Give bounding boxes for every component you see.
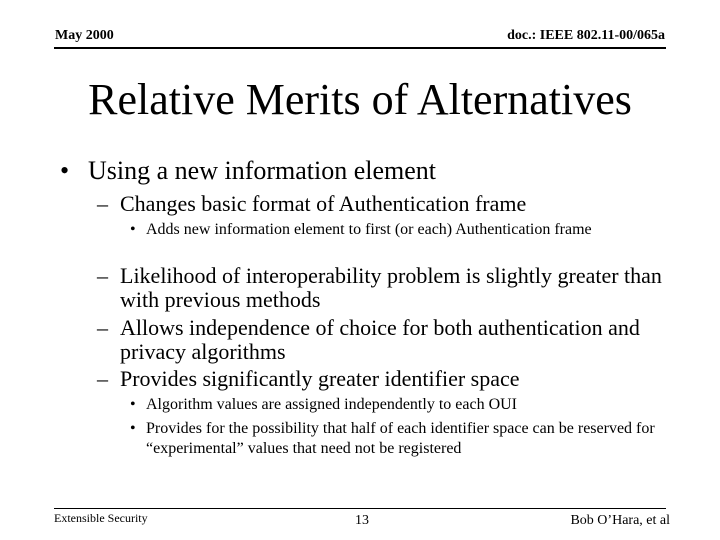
detail-bullet-algorithm-values: Algorithm values are assigned independently to each OUI <box>146 396 517 413</box>
bullet-marker: • <box>60 156 70 185</box>
page-number: 13 <box>355 513 369 528</box>
footer-author: Bob O’Hara, et al <box>570 513 670 528</box>
sub-bullet-independence: Allows independence of choice for both authentication and privacy algorithms <box>120 315 640 364</box>
dash-marker: – <box>97 263 108 288</box>
detail-bullet-adds-element: Adds new information element to first (or each) Authentication frame <box>146 221 592 238</box>
dash-marker: – <box>97 366 108 391</box>
footer-topic: Extensible Security <box>54 511 148 525</box>
bullet-main: Using a new information element <box>88 156 437 185</box>
detail-bullet-experimental: Provides for the possibility that half of each identifier space can be reserved for “experimental” values that need not be registered <box>146 420 655 457</box>
bullet-marker: • <box>130 396 136 413</box>
sub-bullet-interoperability: Likelihood of interoperability problem is slightly greater than with previous methods <box>120 263 662 312</box>
dash-marker: – <box>97 315 108 340</box>
header-doc-id: doc.: IEEE 802.11-00/065a <box>507 28 665 43</box>
footer-rule <box>54 508 666 509</box>
header-date: May 2000 <box>55 28 114 43</box>
dash-marker: – <box>97 191 108 216</box>
sub-bullet-format: Changes basic format of Authentication frame <box>120 191 527 216</box>
bullet-marker: • <box>130 420 136 437</box>
header-rule <box>54 47 666 49</box>
sub-bullet-identifier-space: Provides significantly greater identifier space <box>120 366 520 391</box>
bullet-marker: • <box>130 221 136 238</box>
slide-title: Relative Merits of Alternatives <box>88 75 632 124</box>
